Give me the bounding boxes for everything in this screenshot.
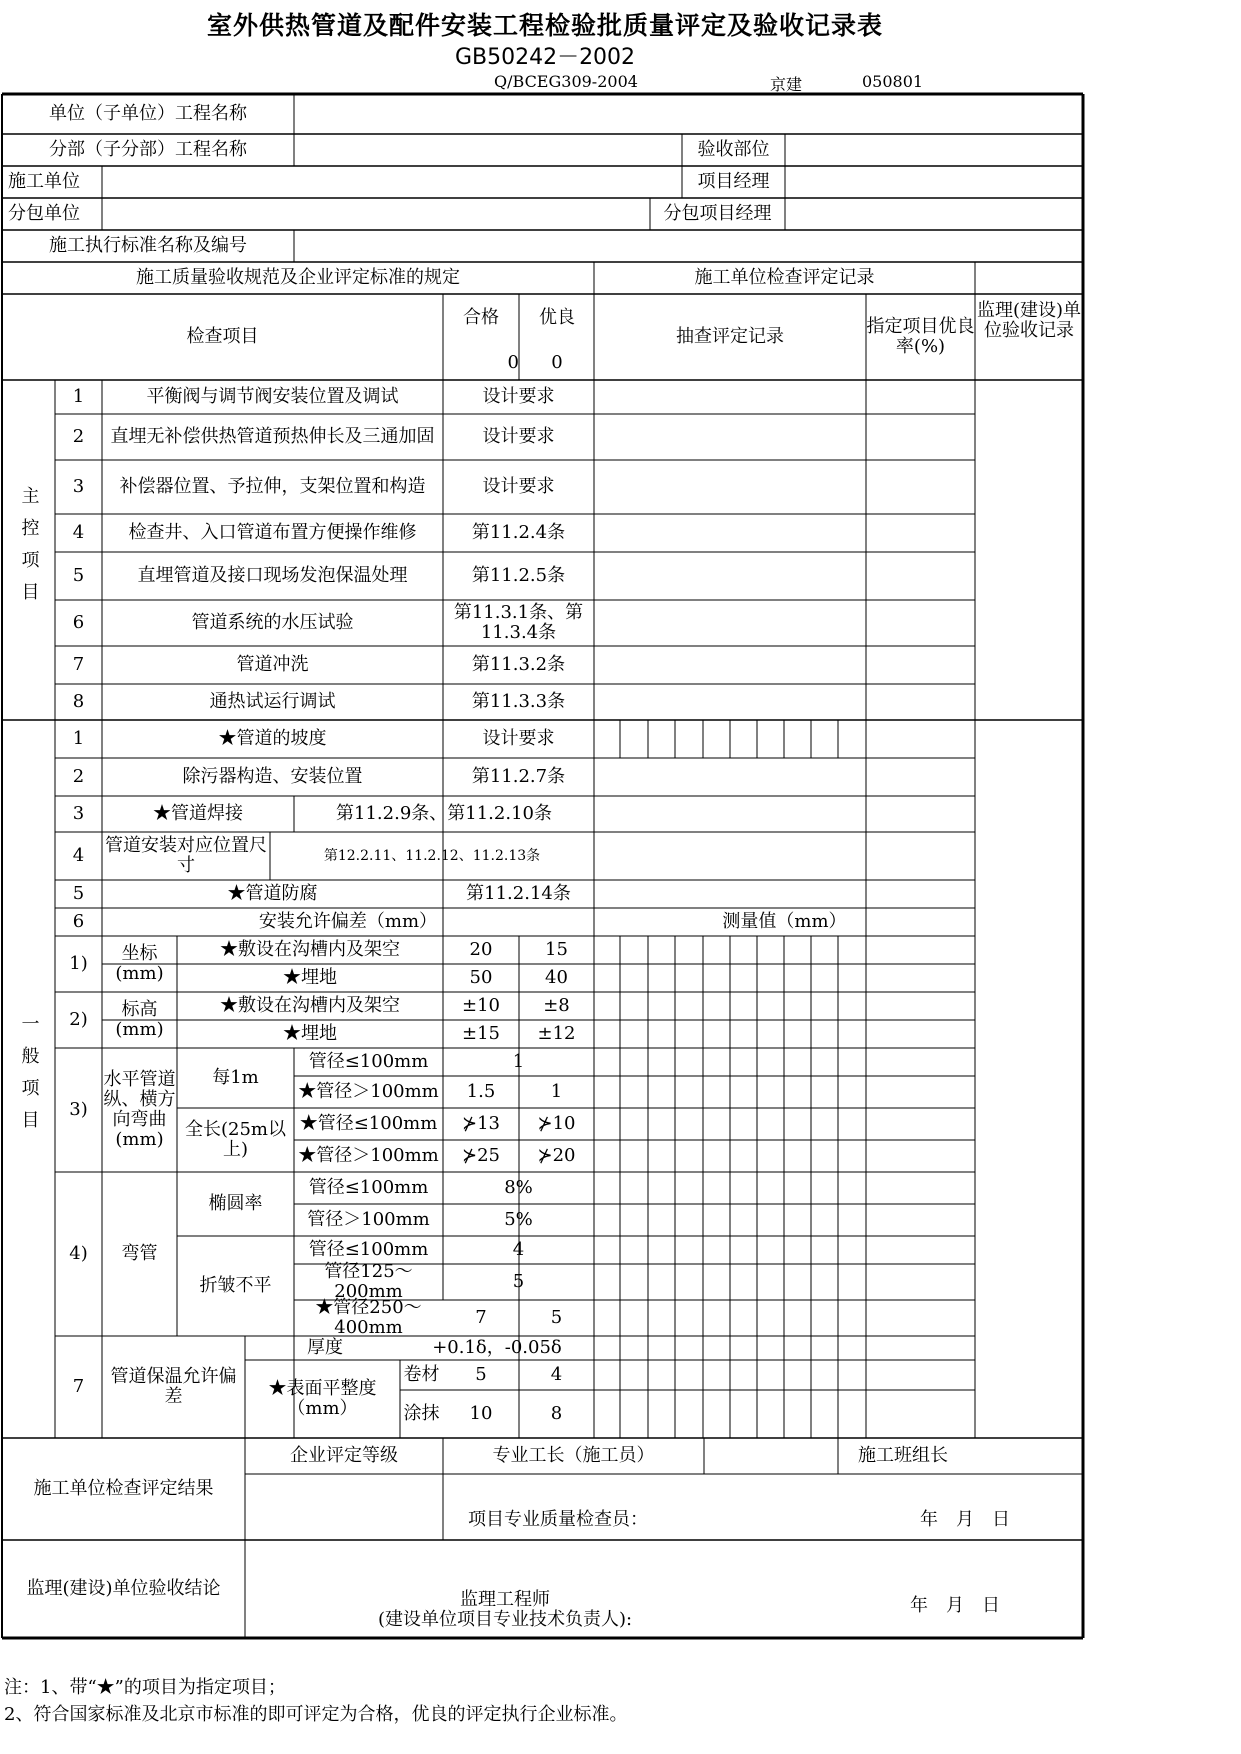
form-number: 050801 [862,72,924,91]
coord-label: 坐标(mm) [115,943,164,984]
city-code: 京建 [770,75,803,94]
label-subcontractor: 分包单位 [8,203,80,224]
per-meter-label: 每1m [212,1067,259,1088]
general-row-req: 第11.2.9条、第11.2.10条 [336,803,552,824]
header-check-record: 施工单位检查评定记录 [694,267,875,288]
engineer-sub-label: (建设单位项目专业技术负责人): [377,1609,633,1630]
general-row-item: ★管道的坡度 [218,728,327,749]
main-row-no: 1 [72,386,85,407]
roll-pass: 5 [475,1364,487,1385]
elev-overhead: ★敷设在沟槽内及架空 [220,995,400,1016]
main-row-record[interactable] [594,600,866,646]
bend3-row3-good: ⊁10 [537,1113,576,1134]
header-pass: 合格 [463,307,499,328]
result-date: 年 月 日 [920,1509,1010,1530]
main-row-item: 管道冲洗 [236,654,309,675]
enterprise-standard: Q/BCEG309-2004 [494,72,638,91]
note-1: 注：1、带“★”的项目为指定项目； [4,1677,286,1698]
elev-buried: ★埋地 [283,1023,337,1044]
standard-code: GB50242－2002 [454,45,636,70]
paint-good: 8 [550,1403,563,1424]
roll-good: 4 [550,1364,563,1385]
main-row-req: 第11.2.5条 [471,565,566,586]
main-row-no: 4 [72,522,85,543]
general-row-item: 管道安装对应位置尺寸 [105,835,267,876]
general-row-req: 第11.2.14条 [466,883,571,904]
foreman-signature[interactable] [704,1438,838,1474]
bend4-row5-pass: 7 [475,1307,487,1328]
coord-overhead-good: 15 [545,939,568,960]
acceptance-part-field[interactable] [785,134,1083,166]
main-row-no: 7 [72,654,85,675]
bend4-row1-value: 8% [504,1177,533,1198]
construction-result-label: 施工单位检查评定结果 [33,1478,214,1499]
general-row-req: 设计要求 [482,728,555,749]
general-row-no: 1 [72,728,85,749]
thickness-label: 厚度 [307,1337,343,1358]
main-row-req: 第11.3.1条、第11.3.4条 [453,602,584,643]
thickness-value: +0.1δ，-0.05δ [432,1337,562,1358]
bend4-row5-good: 5 [550,1307,563,1328]
header-good: 优良 [539,307,575,328]
wrinkle-label: 折皱不平 [199,1275,272,1296]
deviation-row-no: 1) [69,953,88,974]
label-acceptance-part: 验收部位 [697,139,770,160]
elev-overhead-pass: ±10 [462,995,500,1016]
main-row-record[interactable] [594,646,866,684]
bend3-row3-label: ★管径≤100mm [299,1113,438,1134]
bend4-row4-label: 管径125～200mm [324,1261,413,1302]
main-row-no: 2 [72,426,85,447]
deviation-row-no: 4) [69,1243,88,1264]
main-row-record[interactable] [594,514,866,552]
main-row-rate[interactable] [866,646,975,684]
header-good-value: 0 [551,352,563,373]
main-row-record[interactable] [594,380,866,414]
general-row-no: 3 [72,803,85,824]
elev-buried-pass: ±15 [462,1023,500,1044]
bend3-row2-good: 1 [550,1081,563,1102]
flatness-label: ★表面平整度（mm） [268,1378,377,1419]
label-sub-pm: 分包项目经理 [663,203,772,224]
main-row-rate[interactable] [866,414,975,460]
horizontal-bend-label: 水平管道纵、横方向弯曲(mm) [103,1069,176,1150]
main-row-record[interactable] [594,414,866,460]
header-supervision: 监理(建设)单位验收记录 [976,300,1082,341]
bend4-row2-label: 管径＞100mm [307,1209,430,1230]
main-row-item: 管道系统的水压试验 [191,612,354,633]
main-row-item: 补偿器位置、予拉伸，支架位置和构造 [119,476,426,497]
main-row-req: 设计要求 [482,476,555,497]
main-row-rate[interactable] [866,514,975,552]
deviation-row-no: 3) [69,1099,88,1120]
bent-pipe-label: 弯管 [121,1243,158,1264]
unit-name-field[interactable] [294,94,1083,134]
supervision-signatory [245,1582,765,1638]
main-row-item: 直埋无补偿供热管道预热伸长及三通加固 [110,426,435,447]
coord-buried: ★埋地 [283,967,337,988]
main-row-item: 直埋管道及接口现场发泡保温处理 [137,565,408,586]
team-leader-label: 施工班组长 [858,1445,948,1466]
header-pass-value: 0 [507,352,519,373]
inspection-form-table [0,92,1089,1667]
main-row-rate[interactable] [866,460,975,514]
roll-label: 卷材 [403,1364,440,1385]
main-row-no: 6 [72,612,85,633]
main-row-rate[interactable] [866,552,975,600]
main-row-rate[interactable] [866,380,975,414]
bend4-row4-value: 5 [512,1271,525,1292]
main-row-rate[interactable] [866,600,975,646]
bend4-row3-label: 管径≤100mm [308,1239,429,1260]
deviation-row-no: 7 [72,1376,85,1397]
main-row-no: 8 [72,691,85,712]
contractor-field[interactable] [102,166,682,198]
main-items-label: 主控项目 [18,486,40,614]
page-title: 室外供热管道及配件安装工程检验批质量评定及验收记录表 [206,11,883,40]
main-row-item: 检查井、入口管道布置方便操作维修 [128,522,417,543]
grade-field[interactable] [245,1474,443,1540]
paint-pass: 10 [469,1403,493,1424]
standard-name-field[interactable] [294,230,1083,262]
general-items-label: 一般项目 [18,1014,40,1142]
main-row-req: 第11.2.4条 [471,522,566,543]
bend3-row2-label: ★管径＞100mm [298,1081,439,1102]
bend4-row1-label: 管径≤100mm [308,1177,429,1198]
conclusion-date: 年 月 日 [910,1595,1000,1616]
full-length-label: 全长(25m以上) [185,1119,286,1160]
subcontractor-field[interactable] [102,198,650,230]
elevation-label: 标高(mm) [115,999,164,1040]
main-row-record[interactable] [594,460,866,514]
main-row-record[interactable] [594,684,866,720]
bend4-row2-value: 5% [504,1209,533,1230]
bend3-row1-label: 管径≤100mm [308,1051,429,1072]
main-row-item: 平衡阀与调节阀安装位置及调试 [146,386,399,407]
general-row-no: 2 [72,766,85,787]
header-rate: 指定项目优良率(%) [866,316,975,357]
label-contractor: 施工单位 [8,171,80,192]
bend4-row3-value: 4 [512,1239,525,1260]
insulation-label: 管道保温允许偏差 [110,1366,237,1407]
header-sample-record: 抽查评定记录 [676,326,784,347]
general-row-item: 除污器构造、安装位置 [182,766,363,787]
measured-values-label: 测量值（mm） [722,911,847,932]
main-row-req: 设计要求 [482,426,555,447]
header-check-item: 检查项目 [186,326,259,347]
engineer-label: 监理工程师 [459,1589,550,1610]
elev-overhead-good: ±8 [543,995,570,1016]
main-row-no: 5 [72,565,85,586]
main-row-req: 第11.3.2条 [471,654,566,675]
bend3-row4-good: ⊁20 [537,1145,576,1166]
coord-buried-good: 40 [545,967,568,988]
quality-inspector-label: 项目专业质量检查员： [468,1509,648,1530]
header-spec: 施工质量验收规范及企业评定标准的规定 [136,267,460,288]
general-row-no: 5 [72,883,85,904]
general-row-req: 第11.2.7条 [471,766,566,787]
general-row-item: 安装允许偏差（mm） [258,911,438,932]
enterprise-grade-label: 企业评定等级 [290,1445,398,1466]
foreman-label: 专业工长（施工员） [492,1445,655,1466]
coord-buried-pass: 50 [469,967,493,988]
label-standard-name: 施工执行标准名称及编号 [49,235,247,256]
coord-overhead: ★敷设在沟槽内及架空 [220,939,400,960]
main-row-record[interactable] [594,552,866,600]
main-row-rate[interactable] [866,684,975,720]
general-row-req: 第12.2.11、11.2.12、11.2.13条 [323,848,541,864]
main-row-req: 设计要求 [482,386,555,407]
note-2: 2、符合国家标准及北京市标准的即可评定为合格，优良的评定执行企业标准。 [4,1704,628,1725]
bend4-row5-label: ★管径250～400mm [315,1297,422,1338]
general-row-item: ★管道焊接 [153,803,243,824]
bend3-row4-label: ★管径＞100mm [298,1145,439,1166]
project-manager-field[interactable] [785,166,1083,198]
label-unit-name: 单位（子单位）工程名称 [49,103,247,124]
subdivision-name-field[interactable] [294,134,682,166]
main-row-no: 3 [72,476,85,497]
bend3-row2-pass: 1.5 [466,1081,496,1102]
bend3-row3-pass: ⊁13 [462,1113,500,1134]
elev-buried-good: ±12 [537,1023,576,1044]
deviation-row-no: 2) [69,1009,88,1030]
supervision-conclusion-label: 监理(建设)单位验收结论 [26,1578,221,1599]
main-row-item: 通热试运行调试 [209,691,336,712]
general-row-item: ★管道防腐 [227,883,318,904]
sub-pm-field[interactable] [785,198,1083,230]
general-row-no: 6 [72,911,85,932]
label-project-manager: 项目经理 [697,171,770,192]
ovality-label: 椭圆率 [208,1193,263,1214]
paint-label: 涂抹 [403,1403,440,1424]
coord-overhead-pass: 20 [469,939,493,960]
general-row-no: 4 [72,845,85,866]
label-subdivision-name: 分部（子分部）工程名称 [49,139,247,160]
bend3-row1-value: 1 [512,1051,525,1072]
bend3-row4-pass: ⊁25 [462,1145,500,1166]
main-row-req: 第11.3.3条 [471,691,566,712]
